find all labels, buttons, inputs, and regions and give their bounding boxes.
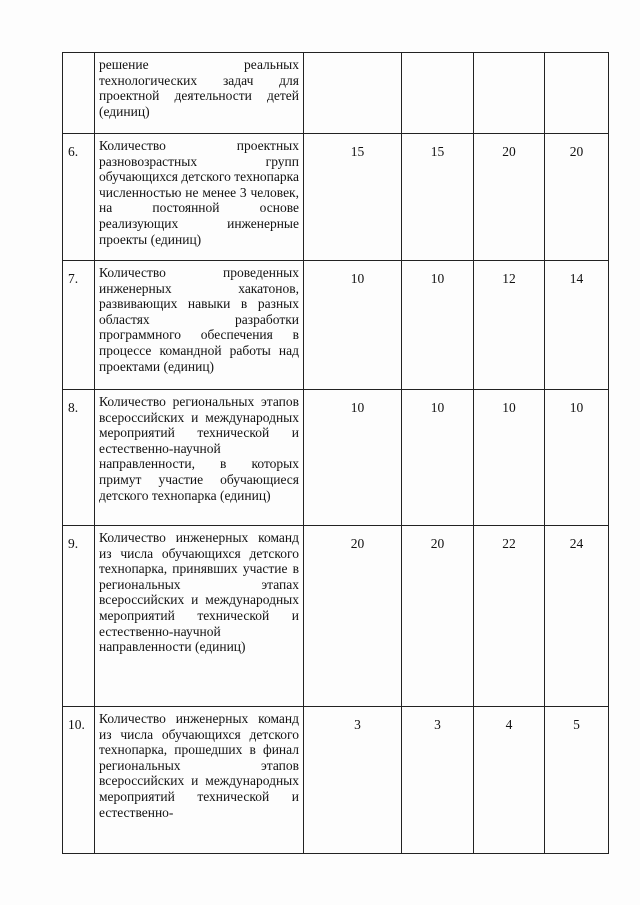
value-cell: [304, 53, 402, 134]
value-cell: 10: [545, 390, 609, 526]
table-row: [63, 53, 609, 134]
row-number: 8.: [63, 390, 95, 526]
value-cell: 4: [474, 707, 545, 854]
row-number: 10.: [63, 707, 95, 854]
value-cell: [474, 53, 545, 134]
value-cell: 22: [474, 526, 545, 707]
value-cell: 10: [474, 390, 545, 526]
value-cell: 12: [474, 261, 545, 390]
value-cell: 20: [474, 134, 545, 261]
table-row: [63, 134, 609, 261]
row-description: Количество инженерных команд из числа обучающихся детского технопарка, принявших участие в региональных этапах всероссийских и международных мероприятий технической и естественно-научной направленности (единиц): [95, 526, 304, 707]
value-cell: 10: [304, 261, 402, 390]
value-cell: 10: [402, 261, 474, 390]
row-description: Количество региональных этапов всероссийских и международных мероприятий технической и естественно-научной направленности, в которых примут участие обучающиеся детского технопарка (единиц): [95, 390, 304, 526]
row-description: Количество проведенных инженерных хакатонов, развивающих навыки в разных областях разработки программного обеспечения в процессе командной работы над проектами (единиц): [95, 261, 304, 390]
value-cell: 15: [304, 134, 402, 261]
row-number: 6.: [63, 134, 95, 261]
table-row: [63, 526, 609, 707]
row-description: Количество проектных разновозрастных групп обучающихся детского технопарка численностью не менее 3 человек, на постоянной основе реализующих инженерные проекты (единиц): [95, 134, 304, 261]
table-row: [63, 390, 609, 526]
value-cell: 10: [304, 390, 402, 526]
value-cell: 3: [402, 707, 474, 854]
indicators-table: [62, 52, 609, 854]
table-row: [63, 261, 609, 390]
value-cell: 24: [545, 526, 609, 707]
row-description: решение реальных технологических задач для проектной деятельности детей (единиц): [95, 53, 304, 134]
value-cell: [402, 53, 474, 134]
row-number: [63, 53, 95, 134]
value-cell: 5: [545, 707, 609, 854]
value-cell: 20: [304, 526, 402, 707]
row-number: 7.: [63, 261, 95, 390]
value-cell: 3: [304, 707, 402, 854]
value-cell: 15: [402, 134, 474, 261]
value-cell: 10: [402, 390, 474, 526]
value-cell: 20: [402, 526, 474, 707]
row-description: Количество инженерных команд из числа обучающихся детского технопарка, прошедших в финал региональных этапов всероссийских и международных мероприятий технической и естественно-: [95, 707, 304, 854]
value-cell: 14: [545, 261, 609, 390]
value-cell: [545, 53, 609, 134]
row-number: 9.: [63, 526, 95, 707]
table-row: [63, 707, 609, 854]
value-cell: 20: [545, 134, 609, 261]
